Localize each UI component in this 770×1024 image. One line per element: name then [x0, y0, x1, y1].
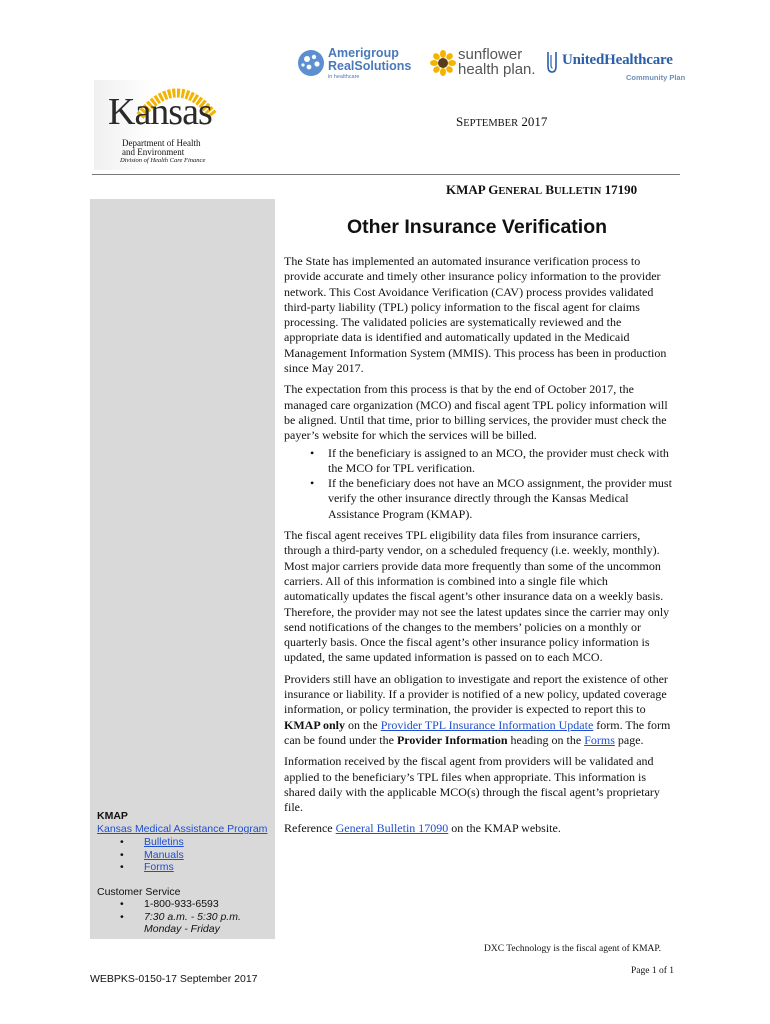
reference-text-1: Reference — [284, 821, 336, 836]
sidebar-contact-block — [97, 810, 275, 936]
provider-information-emphasis: Provider Information — [396, 732, 508, 747]
obligation-text-5: page. — [614, 732, 644, 747]
kdhe-dept-line2: and Environment — [122, 147, 185, 157]
sidebar-panel — [90, 199, 275, 939]
kdhe-dept-line1: Department of Health — [122, 138, 201, 148]
kdhe-division: Division of Health Care Finance — [120, 157, 206, 164]
header-divider — [92, 174, 680, 175]
amerigroup-logo — [296, 44, 414, 84]
bulletin-number-title — [446, 182, 637, 198]
uhc-line2: Community Plan — [626, 73, 686, 82]
paragraph-expectation: The expectation from this process is that by the end of October 2017, the managed care organization (MCO) and fiscal agent TPL policy information will be aligned. Until that time, prior to billing services, the provider must check the payer’s website for which the services will be billed. — [284, 382, 668, 443]
paragraph-data-files: The fiscal agent receives TPL eligibility data files from insurance carriers, through a third-party vendor, on a scheduled frequency (i.e. weekly, monthly). Most major carriers provide data more frequently than some of the uncommon carriers. All of this information is combined into a single file which automatically updates the fiscal agent’s other insurance data on a weekly basis. Therefore, the provider may not see the latest updates since the carrier may only send notifications of the changes to the members’ policies on a monthly or quarterly basis. Once the fiscal agent’s other insurance policy information is updated, the same updated information is passed on to each MCO. — [284, 528, 670, 665]
amerigroup-globe-icon — [296, 48, 326, 78]
amerigroup-line2: RealSolutions — [328, 59, 412, 73]
paragraph-validation: Information received by the fiscal agent from providers will be validated and applied to the beneficiary’s TPL files when appropriate. This information is shared daily with the applicable MCO(s) through the fiscal agent’s proprietary file. — [284, 754, 660, 815]
phone-number: • 1-800-933-6593 — [97, 898, 275, 911]
unitedhealthcare-logo — [544, 44, 694, 88]
amerigroup-line3: in healthcare — [328, 74, 360, 80]
obligation-text-1: Providers still have an obligation to investigate and report the existence of other insurance or liability. If a provider is notified of a new policy, updated coverage information, or policy termination, the provider is expected to report this to — [284, 671, 668, 717]
page-number: Page 1 of 1 — [631, 966, 675, 976]
paragraph-obligation — [284, 672, 674, 748]
bulletin-number: 17190 — [604, 182, 638, 197]
kansas-wordmark: Kansas — [108, 91, 212, 133]
service-days: Monday - Friday — [144, 923, 220, 935]
provider-tpl-form-link[interactable]: Provider TPL Insurance Information Update — [380, 717, 594, 732]
bulletins-link[interactable]: Bulletins — [144, 836, 184, 848]
sidebar-link-list — [97, 836, 275, 874]
obligation-text-4: heading on the — [507, 732, 585, 747]
article-body — [284, 254, 674, 843]
sunflower-icon — [430, 50, 456, 76]
uhc-line1: UnitedHealthcare — [562, 52, 673, 68]
reference-text-2: on the KMAP website. — [448, 821, 561, 836]
kansas-kdhe-logo — [94, 80, 244, 170]
document-id: WEBPKS-0150-17 September 2017 — [90, 973, 258, 985]
page-title: Other Insurance Verification — [346, 216, 608, 238]
obligation-text-2: on the — [345, 717, 381, 732]
service-hours: • 7:30 a.m. - 5:30 p.m. — [97, 911, 275, 924]
list-item — [97, 861, 275, 874]
manuals-link[interactable]: Manuals — [144, 848, 184, 861]
bulletin-title-part1: KMAP G — [446, 182, 499, 197]
forms-page-link[interactable]: Forms — [584, 732, 615, 747]
sidebar-heading: KMAP — [97, 810, 128, 822]
bulletin-date — [456, 114, 547, 130]
customer-service-label: Customer Service — [97, 885, 181, 898]
fiscal-agent-note: DXC Technology is the fiscal agent of KMAP. — [484, 944, 661, 954]
date-month-rest: EPTEMBER — [463, 118, 519, 129]
date-year: 2017 — [521, 114, 548, 129]
bulletin-title-part3: B — [542, 182, 555, 197]
kmap-only-emphasis: KMAP only — [284, 717, 346, 732]
customer-service-list — [97, 898, 275, 936]
paragraph-reference — [284, 821, 674, 836]
sunflower-line2: health plan. — [458, 61, 536, 78]
list-item: • If the beneficiary is assigned to an MCO, the provider must check with the MCO for TPL verification. — [284, 446, 674, 477]
list-item — [97, 849, 275, 862]
kmap-program-link[interactable]: Kansas Medical Assistance Program — [97, 823, 268, 835]
sunflower-logo — [430, 46, 536, 82]
forms-link[interactable]: Forms — [144, 861, 174, 873]
sunflower-line1: sunflower — [458, 46, 523, 63]
bulletin-title-part2: ENERAL — [498, 186, 543, 197]
date-initial: S — [456, 114, 464, 129]
list-item: • If the beneficiary does not have an MCO assignment, the provider must verify the other insurance directly through the Kansas Medical Assistance Program (KMAP). — [284, 476, 674, 522]
general-bulletin-link[interactable]: General Bulletin 17090 — [335, 821, 449, 836]
mco-bullet-list — [284, 446, 674, 522]
uhc-shield-icon — [546, 50, 558, 74]
amerigroup-line1: Amerigroup — [328, 46, 399, 60]
obligation-text-3: form. The form can be found under the — [284, 717, 671, 747]
list-item — [97, 836, 275, 849]
bulletin-title-part4: ULLETIN — [554, 186, 602, 197]
paragraph-intro: The State has implemented an automated insurance verification process to provide accurate and timely other insurance policy information to the provider network. This Cost Avoidance Verification (CAV) process provides validated third-party liability (TPL) policy information to the fiscal agent for claims processing. The validated policies are systematically reviewed and the appropriate data is identified and automatically updated in the Medicaid Management Information System (MMIS). This process has been in production since May 2017. — [284, 254, 667, 376]
